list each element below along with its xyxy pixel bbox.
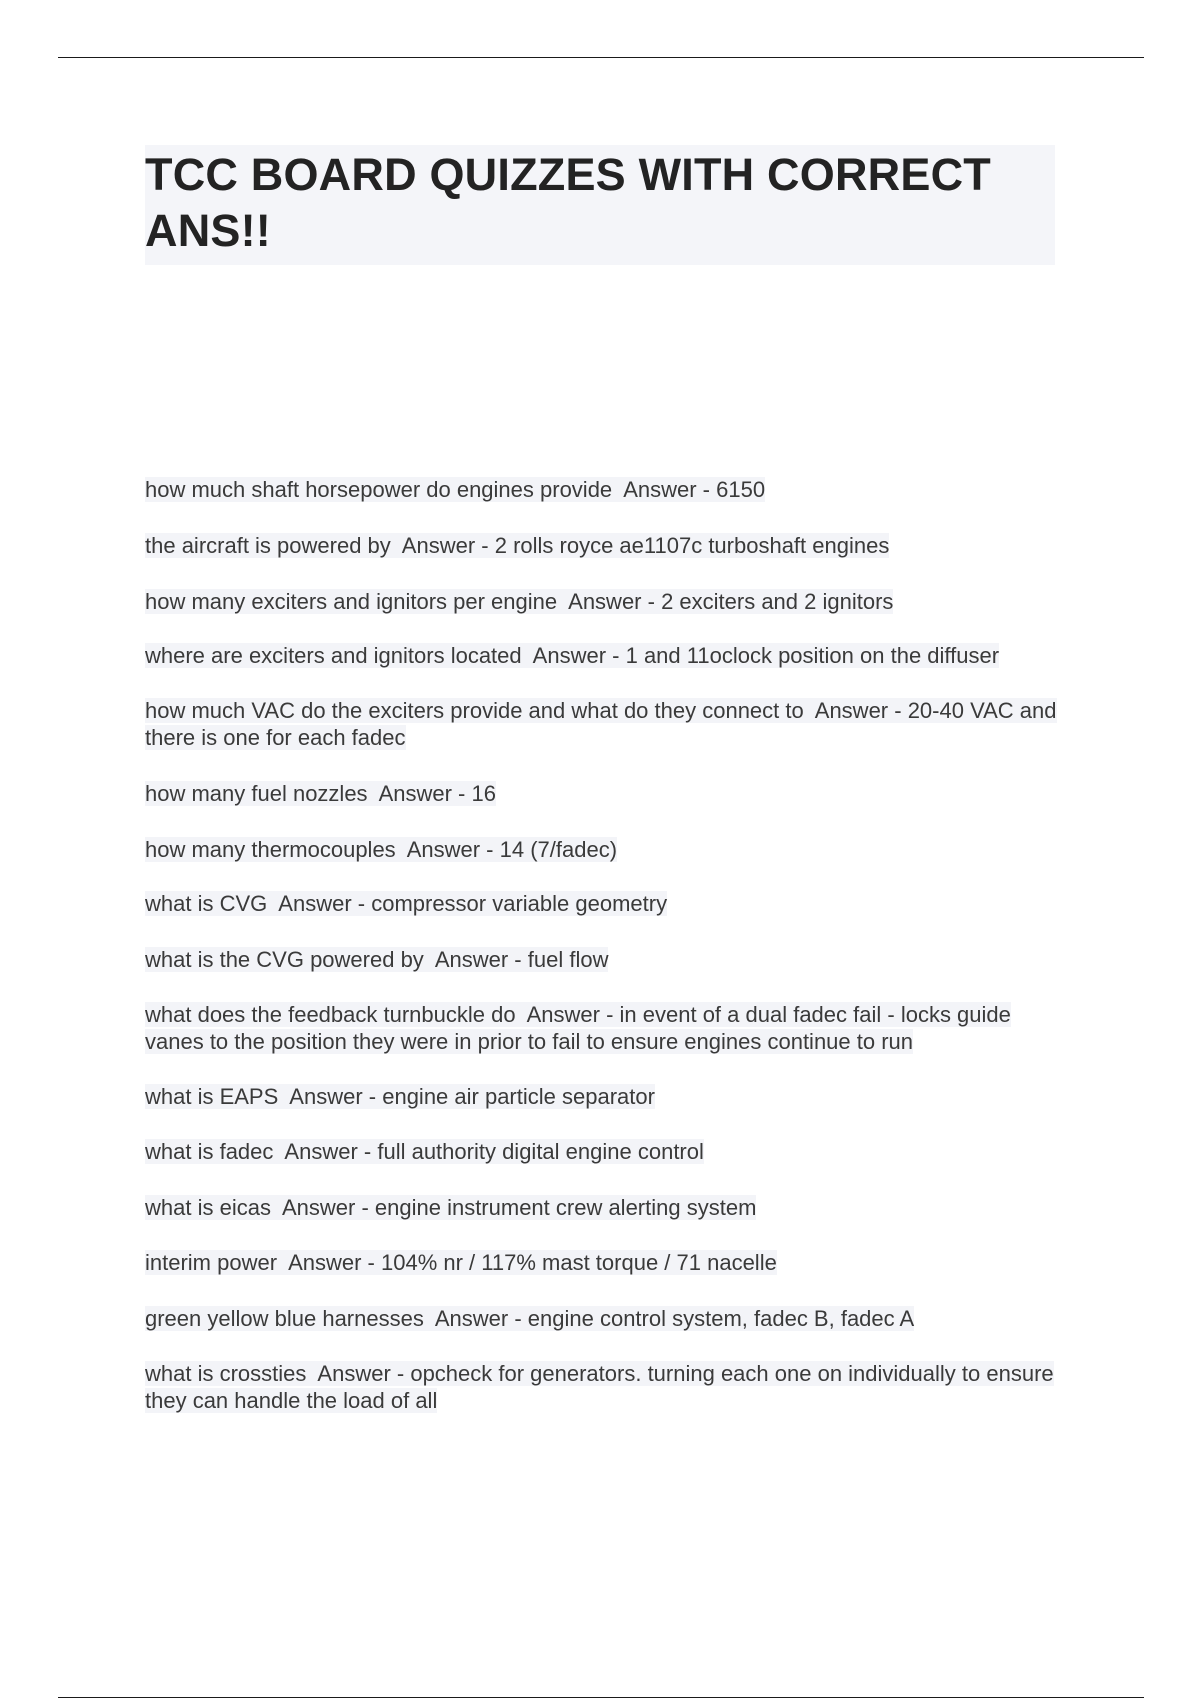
answer-label: Answer -: [284, 1139, 378, 1164]
qa-item: [145, 836, 1065, 863]
question-text: how many exciters and ignitors per engine: [145, 589, 558, 614]
question-text: what is fadec: [145, 1139, 274, 1164]
qa-item: [145, 890, 1065, 917]
answer-text: opcheck for generators. turning each one on individually to ensure they can handle the load of all: [145, 1361, 1054, 1413]
qa-item: [145, 1194, 1065, 1221]
qa-item: [145, 1249, 1065, 1276]
qa-item: [145, 1138, 1065, 1165]
question-text: what does the feedback turnbuckle do: [145, 1002, 516, 1027]
qa-item: [145, 1305, 1065, 1332]
answer-text: in event of a dual fadec fail - locks guide vanes to the position they were in prior to fail to ensure engines continue to run: [145, 1002, 1011, 1054]
header-rule: [58, 57, 1144, 58]
question-text: how many thermocouples: [145, 837, 396, 862]
answer-label: Answer -: [278, 891, 372, 916]
question-text: how much shaft horsepower do engines provide: [145, 477, 613, 502]
question-text: the aircraft is powered by: [145, 533, 391, 558]
answer-label: Answer -: [401, 533, 495, 558]
answer-text: 2 exciters and 2 ignitors: [661, 589, 894, 614]
answer-label: Answer -: [532, 643, 626, 668]
answer-text: 6150: [716, 477, 766, 502]
answer-text: 2 rolls royce ae1107c turboshaft engines: [494, 533, 890, 558]
qa-item: [145, 780, 1065, 807]
question-text: what is eicas: [145, 1195, 271, 1220]
answer-label: Answer -: [814, 698, 908, 723]
question-text: how many fuel nozzles: [145, 781, 368, 806]
answer-label: Answer -: [289, 1084, 383, 1109]
question-text: interim power: [145, 1250, 278, 1275]
answer-text: full authority digital engine control: [377, 1139, 704, 1164]
qa-item: [145, 1001, 1065, 1055]
answer-label: Answer -: [281, 1195, 375, 1220]
answer-label: Answer -: [526, 1002, 620, 1027]
question-text: where are exciters and ignitors located: [145, 643, 522, 668]
qa-item: [145, 1360, 1065, 1414]
answer-text: 20-40 VAC and there is one for each fadec: [145, 698, 1057, 750]
document-title: TCC BOARD QUIZZES WITH CORRECT ANS!!: [145, 149, 991, 256]
answer-text: 16: [471, 781, 496, 806]
qa-item: [145, 946, 1065, 973]
answer-label: Answer -: [406, 837, 500, 862]
answer-text: compressor variable geometry: [371, 891, 668, 916]
qa-item: [145, 476, 1065, 503]
question-text: green yellow blue harnesses: [145, 1306, 424, 1331]
qa-item: [145, 697, 1065, 751]
footer-rule: [58, 1697, 1144, 1698]
qa-item: [145, 532, 1065, 559]
question-text: what is crossties: [145, 1361, 307, 1386]
qa-list: [145, 476, 1065, 1414]
answer-label: Answer -: [317, 1361, 411, 1386]
title-block: [145, 145, 1055, 265]
answer-text: fuel flow: [527, 947, 609, 972]
qa-item: [145, 1083, 1065, 1110]
answer-text: 104% nr / 117% mast torque / 71 nacelle: [380, 1250, 777, 1275]
question-text: what is the CVG powered by: [145, 947, 424, 972]
answer-text: engine instrument crew alerting system: [374, 1195, 757, 1220]
answer-label: Answer -: [568, 589, 662, 614]
answer-text: engine air particle separator: [382, 1084, 655, 1109]
answer-label: Answer -: [434, 947, 528, 972]
answer-label: Answer -: [378, 781, 472, 806]
answer-text: 14 (7/fadec): [499, 837, 618, 862]
answer-label: Answer -: [434, 1306, 528, 1331]
question-text: what is CVG: [145, 891, 268, 916]
question-text: what is EAPS: [145, 1084, 279, 1109]
qa-item: [145, 588, 1065, 615]
qa-item: [145, 642, 1065, 669]
answer-label: Answer -: [288, 1250, 381, 1275]
answer-label: Answer -: [623, 477, 717, 502]
answer-text: 1 and 11oclock position on the diffuser: [625, 643, 1000, 668]
question-text: how much VAC do the exciters provide and what do they connect to: [145, 698, 804, 723]
answer-text: engine control system, fadec B, fadec A: [527, 1306, 915, 1331]
